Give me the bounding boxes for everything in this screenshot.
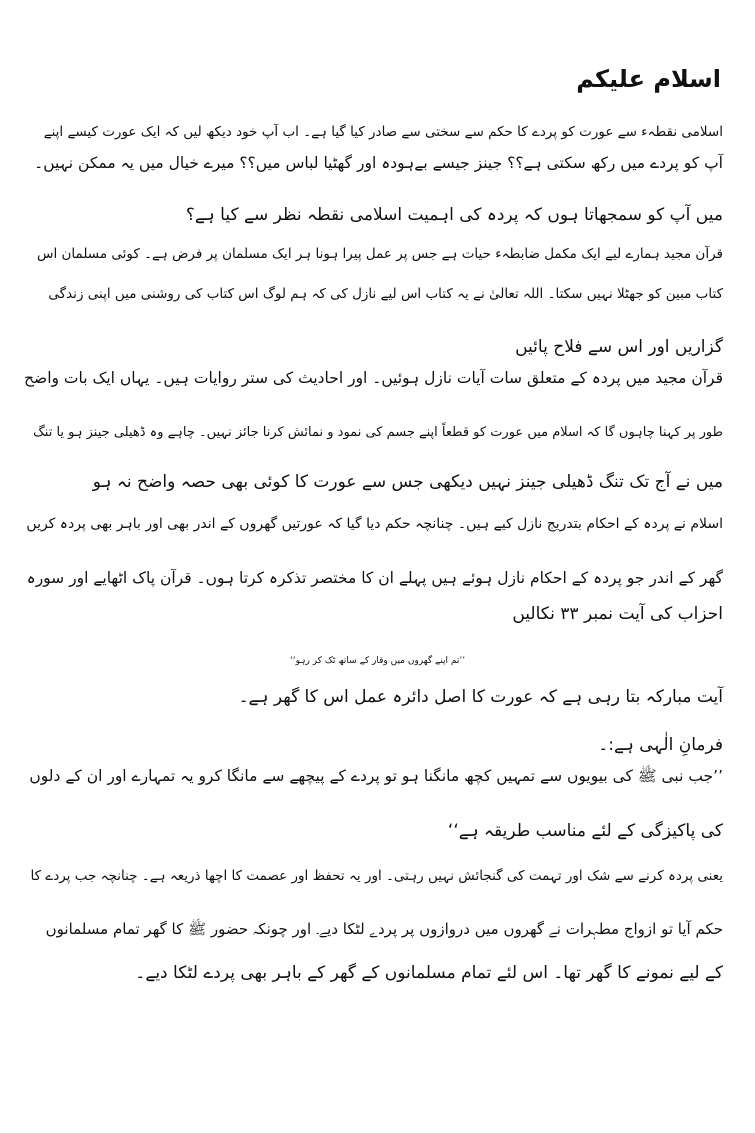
quote-line: کی پاکیزگی کے لئے مناسب طریقہ ہے‘‘ [447, 821, 723, 841]
text-line: حکم آیا تو ازواج مطہرات نے گھروں میں دروازوں پر پردے لٹکا دیے۔ اور چونکہ حضور ﷺ کا گھر تمام مسلمانوں [45, 920, 723, 938]
text-line: قرآن مجید میں پردہ کے متعلق سات آیات نازل ہوئیں۔ اور احادیث کی ستر روایات ہیں۔ یہاں ایک بات واضح [24, 369, 723, 387]
text-line: فرمانِ الٰہی ہے:۔ [598, 735, 723, 755]
text-line: احزاب کی آیت نمبر ۳۳ نکالیں [512, 604, 723, 624]
text-line: گھر کے اندر جو پردہ کے احکام نازل ہوئے ہیں پہلے ان کا مختصر تذکرہ کرتا ہوں۔ قرآن پاک اٹھایے اور سورہ [26, 569, 723, 587]
text-line: کے لیے نمونے کا گھر تھا۔ اس لئے تمام مسلمانوں کے گھر کے باہر بھی پردے لٹکا دیے۔ [135, 963, 723, 983]
document-title: اسلام علیکم [576, 65, 721, 93]
text-line: اسلامی نقطہء سے عورت کو پردے کا حکم سے سختی سے صادر کیا گیا ہے۔ اب آپ خود دیکھ لیں کہ ایک عورت کیسے اپنے [43, 124, 723, 140]
text-line: میں آپ کو سمجھاتا ہوں کہ پردہ کی اہمیت اسلامی نقطہ نظر سے کیا ہے؟ [185, 205, 723, 225]
text-line: میں نے آج تک تنگ ڈھیلی جینز نہیں دیکھی جس سے عورت کا کوئی بھی حصہ واضح نہ ہو [92, 472, 723, 492]
text-line: آپ کو پردے میں رکھ سکتی ہے؟؟ جینز جیسے بےہودہ اور گھٹیا لباس میں؟؟ میرے خیال میں یہ ممکن نہیں۔ [34, 154, 723, 172]
text-line: گزاریں اور اس سے فلاح پائیں [515, 337, 723, 357]
text-line: آیت مبارکہ بتا رہی ہے کہ عورت کا اصل دائرہ عمل اس کا گھر ہے۔ [238, 687, 723, 707]
text-line: قرآن مجید ہمارے لیے ایک مکمل ضابطہء حیات ہے جس پر عمل پیرا ہونا ہر ایک مسلمان پر فرض ہے۔ کوئی مسلمان اس [36, 246, 723, 262]
text-line: یعنی پردہ کرنے سے شک اور تہمت کی گنجائش نہیں رہتی۔ اور یہ تحفظ اور عصمت کا اچھا ذریعہ ہے۔ چنانچہ جب پردے کا [30, 868, 723, 884]
quote-line: ’’جب نبی ﷺ کی بیویوں سے تمہیں کچھ مانگنا ہو تو پردے کے پیچھے سے مانگا کرو یہ تمہارے اور ان کے دلوں [29, 767, 723, 785]
text-line: طور پر کہنا چاہوں گا کہ اسلام میں عورت کو قطعاً اپنے جسم کی نمود و نمائش کرنا جائز نہیں۔ چاہے وہ ڈھیلی جینز ہو یا تنگ [33, 425, 723, 440]
quote-line: ’’تم اپنے گھروں میں وقار کے ساتھ ٹک کر رہو‘‘ [289, 656, 466, 666]
text-line: کتاب مبین کو جھٹلا نہیں سکتا۔ اللہ تعالیٰ نے یہ کتاب اس لیے نازل کی کہ ہم لوگ اس کتاب کی روشنی میں اپنی زندگی [48, 286, 723, 302]
text-line: اسلام نے پردہ کے احکام بتدریج نازل کیے ہیں۔ چنانچہ حکم دیا گیا کہ عورتیں گھروں کے اندر بھی اور باہر بھی پردہ کریں [26, 516, 723, 532]
